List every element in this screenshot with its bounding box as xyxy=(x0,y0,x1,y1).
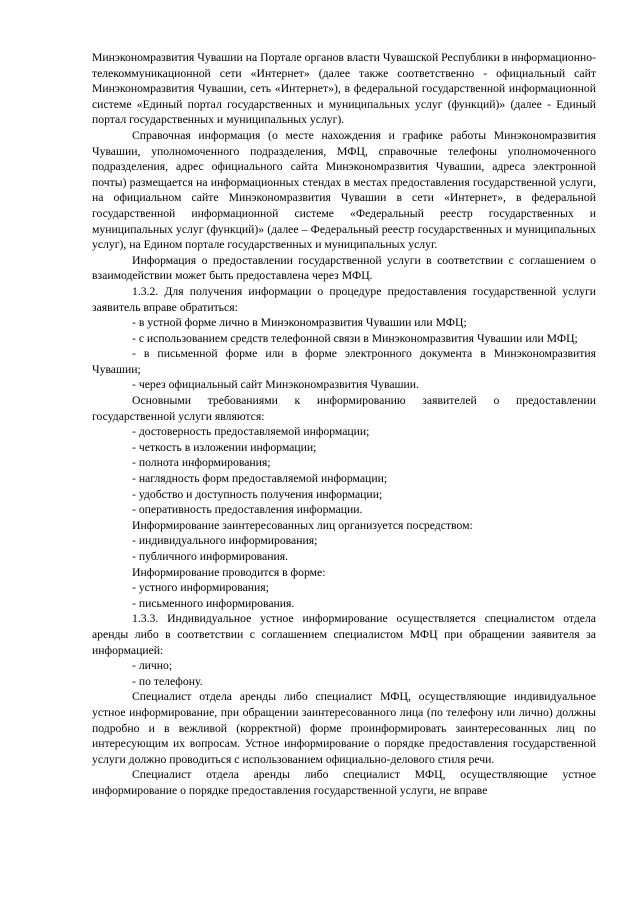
document-paragraph: Информирование проводится в форме: xyxy=(132,565,326,579)
document-paragraph: - по телефону. xyxy=(132,674,203,688)
document-paragraph: - четкость в изложении информации; xyxy=(132,440,317,454)
document-paragraph: Специалист отдела аренды либо специалист МФЦ, осуществляющие индивидуальное устное информирование, при обращении заинтересованного лица (по телефону или лично) должны подробно и в вежливой (корректной) форме проинформировать заинтересованных лиц по интересующим их вопросам. Устное информирование о порядке предоставления государственной услуги должно проводиться с использованием официально-делового стиля речи. xyxy=(92,690,596,766)
document-paragraph: Минэкономразвития Чувашии на Портале органов власти Чувашской Республики в информационно-телекоммуникационной сети «Интернет» (далее также соответственно - официальный сайт Минэкономразвития Чувашии, сеть «Интернет»), в федеральной государственной информационной системе «Единый портал государственных и муниципальных услуг (функций)» (далее - Единый портал государственных и муниципальных услуг). xyxy=(92,51,596,127)
document-paragraph: - в устной форме лично в Минэкономразвития Чувашии или МФЦ; xyxy=(132,316,467,330)
document-body xyxy=(92,50,596,799)
document-paragraph: - полнота информирования; xyxy=(132,456,271,470)
document-paragraph: - через официальный сайт Минэкономразвития Чувашии. xyxy=(132,378,419,392)
document-paragraph: Специалист отдела аренды либо специалист МФЦ, осуществляющие устное информирование о порядке предоставления государственной услуги, не вправе xyxy=(92,768,596,797)
document-paragraph: - индивидуального информирования; xyxy=(132,534,318,548)
document-paragraph: Информирование заинтересованных лиц организуется посредством: xyxy=(132,518,473,532)
document-paragraph: Информация о предоставлении государственной услуги в соответствии с соглашением о взаимодействии может быть предоставлена через МФЦ. xyxy=(92,253,596,283)
document-paragraph: - лично; xyxy=(132,659,173,673)
document-paragraph: - публичного информирования. xyxy=(132,550,289,563)
document-paragraph: - достоверность предоставляемой информации; xyxy=(132,425,370,439)
document-paragraph: - письменного информирования. xyxy=(132,596,295,610)
document-paragraph: - удобство и доступность получения информации; xyxy=(132,487,383,501)
document-paragraph: - наглядность форм предоставляемой информации; xyxy=(132,472,388,486)
document-paragraph: 1.3.3. Индивидуальное устное информирование осуществляется специалистом отдела аренды либо в соответствии с соглашением специалистом МФЦ при обращении заявителя за информацией: xyxy=(92,612,596,657)
document-paragraph: - с использованием средств телефонной связи в Минэкономразвития Чувашии или МФЦ; xyxy=(132,331,578,345)
document-paragraph: - оперативность предоставления информации. xyxy=(132,503,363,517)
document-paragraph: Справочная информация (о месте нахождения и графике работы Минэкономразвития Чувашии, уполномоченного подразделения, МФЦ, справочные телефоны уполномоченного подразделения, адрес официального сайта Минэкономразвития Чувашии, адреса электронной почты) размещается на информационных стендах в местах предоставления государственной услуги, на официальном сайте Минэкономразвития Чувашии в сети «Интернет», в федеральной государственной информационной системе «Федеральный реестр государственных и муниципальных услуг (функций)» (далее – Федеральный реестр государственных и муниципальных услуг), на Едином портале государственных и муниципальных услуг. xyxy=(92,128,596,252)
document-paragraph: - в письменной форме или в форме электронного документа в Минэкономразвития Чувашии; xyxy=(92,347,596,376)
document-paragraph: 1.3.2. Для получения информации о процедуре предоставления государственной услуги заявитель вправе обратиться: xyxy=(92,284,596,314)
document-paragraph: - устного информирования; xyxy=(132,581,269,595)
document-paragraph: Основными требованиями к информированию заявителей о предоставлении государственной услуги являются: xyxy=(92,394,596,423)
